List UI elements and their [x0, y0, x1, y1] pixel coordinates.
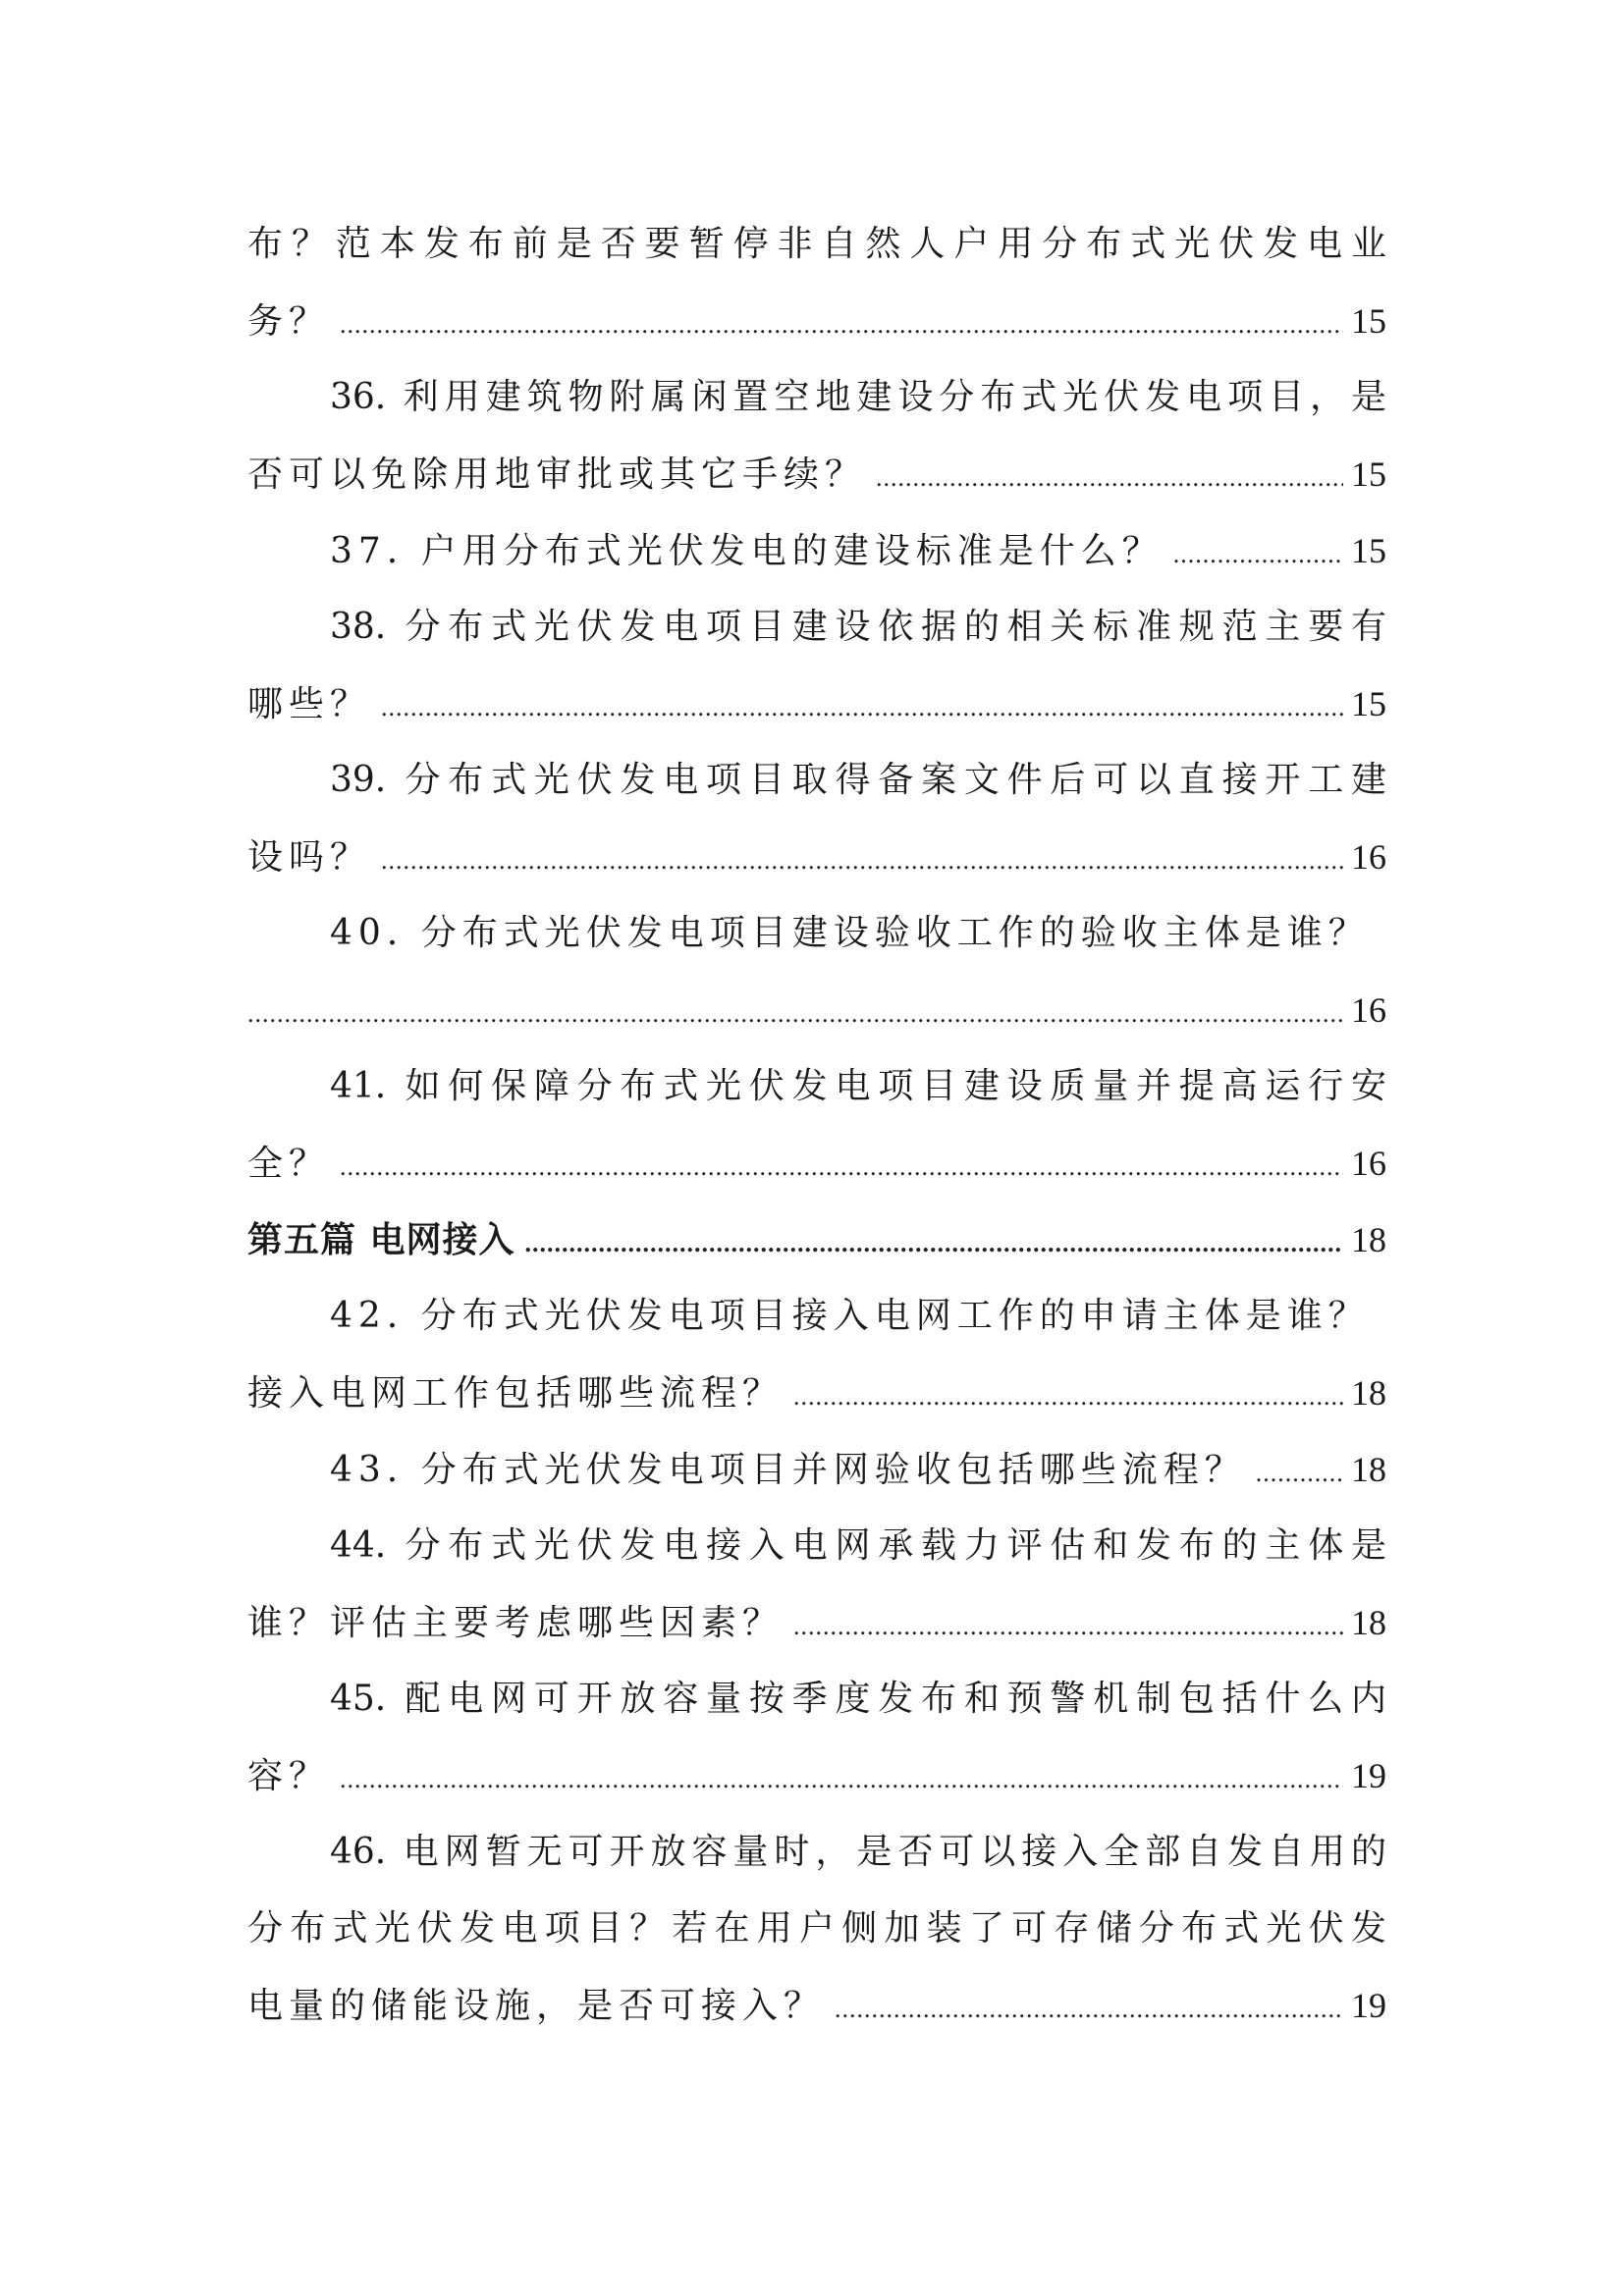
toc-line	[247, 1661, 1386, 1737]
page-number: 16	[1351, 1144, 1386, 1183]
toc-text: 41. 如何保障分布式光伏发电项目建设质量并提高运行安	[330, 1066, 1386, 1106]
toc-line[interactable]	[247, 666, 1386, 742]
toc-text: 46. 电网暂无可开放容量时，是否可以接入全部自发自用的	[330, 1832, 1386, 1872]
toc-line	[247, 1814, 1386, 1891]
toc-text: 全？	[247, 1144, 331, 1184]
toc-line	[247, 1278, 1386, 1355]
leader-dots	[793, 1588, 1343, 1661]
page-number: 19	[1351, 1756, 1386, 1795]
page-number: 15	[1351, 454, 1386, 494]
leader-dots	[835, 1971, 1343, 2044]
toc-line	[247, 589, 1386, 666]
leader-dots	[381, 823, 1343, 895]
toc-text: 设吗？	[247, 837, 372, 878]
toc-line	[247, 1891, 1386, 1967]
toc-line	[247, 742, 1386, 819]
page-number: 16	[1351, 990, 1386, 1030]
toc-text: 38. 分布式光伏发电项目建设依据的相关标准规范主要有	[330, 607, 1386, 647]
toc-line[interactable]	[247, 972, 1386, 1048]
toc-line	[247, 206, 1386, 283]
leader-dots	[793, 1359, 1343, 1431]
toc-text: 哪些？	[247, 684, 372, 724]
leader-dots	[876, 440, 1343, 512]
page-number: 18	[1351, 1220, 1386, 1259]
toc-text: 务？	[247, 301, 331, 342]
leader-dots	[340, 1741, 1343, 1814]
toc-line[interactable]	[247, 436, 1386, 512]
toc-line[interactable]	[247, 512, 1386, 589]
toc-line[interactable]	[247, 283, 1386, 359]
toc-line[interactable]	[247, 1967, 1386, 2044]
page-number: 16	[1351, 837, 1386, 877]
leader-dots	[1173, 516, 1343, 589]
page-number: 18	[1351, 1603, 1386, 1642]
toc-line	[247, 895, 1386, 972]
page-number: 19	[1351, 1986, 1386, 2025]
toc-text: 谁？评估主要考虑哪些因素？	[247, 1603, 785, 1643]
toc-section-heading[interactable]	[247, 1201, 1386, 1278]
page-number: 15	[1351, 301, 1386, 341]
leader-dots	[1256, 1435, 1343, 1508]
toc-line	[247, 1048, 1386, 1125]
toc-text: 42. 分布式光伏发电项目接入电网工作的申请主体是谁？	[330, 1296, 1370, 1336]
toc-line[interactable]	[247, 1125, 1386, 1201]
toc-text: 40. 分布式光伏发电项目建设验收工作的验收主体是谁？	[330, 913, 1370, 953]
toc-line	[247, 1508, 1386, 1584]
toc-line	[247, 359, 1386, 436]
toc-line[interactable]	[247, 819, 1386, 895]
toc-line[interactable]	[247, 1737, 1386, 1814]
page-number: 15	[1351, 531, 1386, 570]
page-number: 18	[1351, 1450, 1386, 1489]
toc-line[interactable]	[247, 1431, 1386, 1508]
leader-dots	[340, 1129, 1343, 1201]
toc-text: 45. 配电网可开放容量按季度发布和预警机制包括什么内	[330, 1679, 1386, 1719]
toc-text: 37. 户用分布式光伏发电的建设标准是什么？	[330, 531, 1164, 571]
leader-dots	[525, 1205, 1343, 1278]
toc-text: 接入电网工作包括哪些流程？	[247, 1373, 785, 1414]
leader-dots	[340, 287, 1343, 359]
toc-text: 39. 分布式光伏发电项目取得备案文件后可以直接开工建	[330, 760, 1386, 800]
page-number: 15	[1351, 684, 1386, 723]
page-number: 18	[1351, 1373, 1386, 1413]
toc-text: 36. 利用建筑物附属闲置空地建设分布式光伏发电项目，是	[330, 377, 1386, 417]
toc-text: 43. 分布式光伏发电项目并网验收包括哪些流程？	[330, 1450, 1246, 1490]
toc-text: 布？范本发布前是否要暂停非自然人户用分布式光伏发电业	[247, 224, 1386, 264]
toc-line[interactable]	[247, 1584, 1386, 1661]
toc-text: 44. 分布式光伏发电接入电网承载力评估和发布的主体是	[330, 1525, 1386, 1566]
toc-text: 分布式光伏发电项目？若在用户侧加装了可存储分布式光伏发	[247, 1908, 1386, 1949]
toc-line[interactable]	[247, 1355, 1386, 1431]
toc-text: 电量的储能设施，是否可接入？	[247, 1986, 826, 2026]
leader-dots	[247, 976, 1343, 1048]
section-title: 第五篇 电网接入	[247, 1220, 515, 1260]
leader-dots	[381, 669, 1343, 742]
toc-text: 容？	[247, 1756, 331, 1796]
toc-text: 否可以免除用地审批或其它手续？	[247, 454, 867, 495]
table-of-contents	[247, 206, 1386, 2044]
